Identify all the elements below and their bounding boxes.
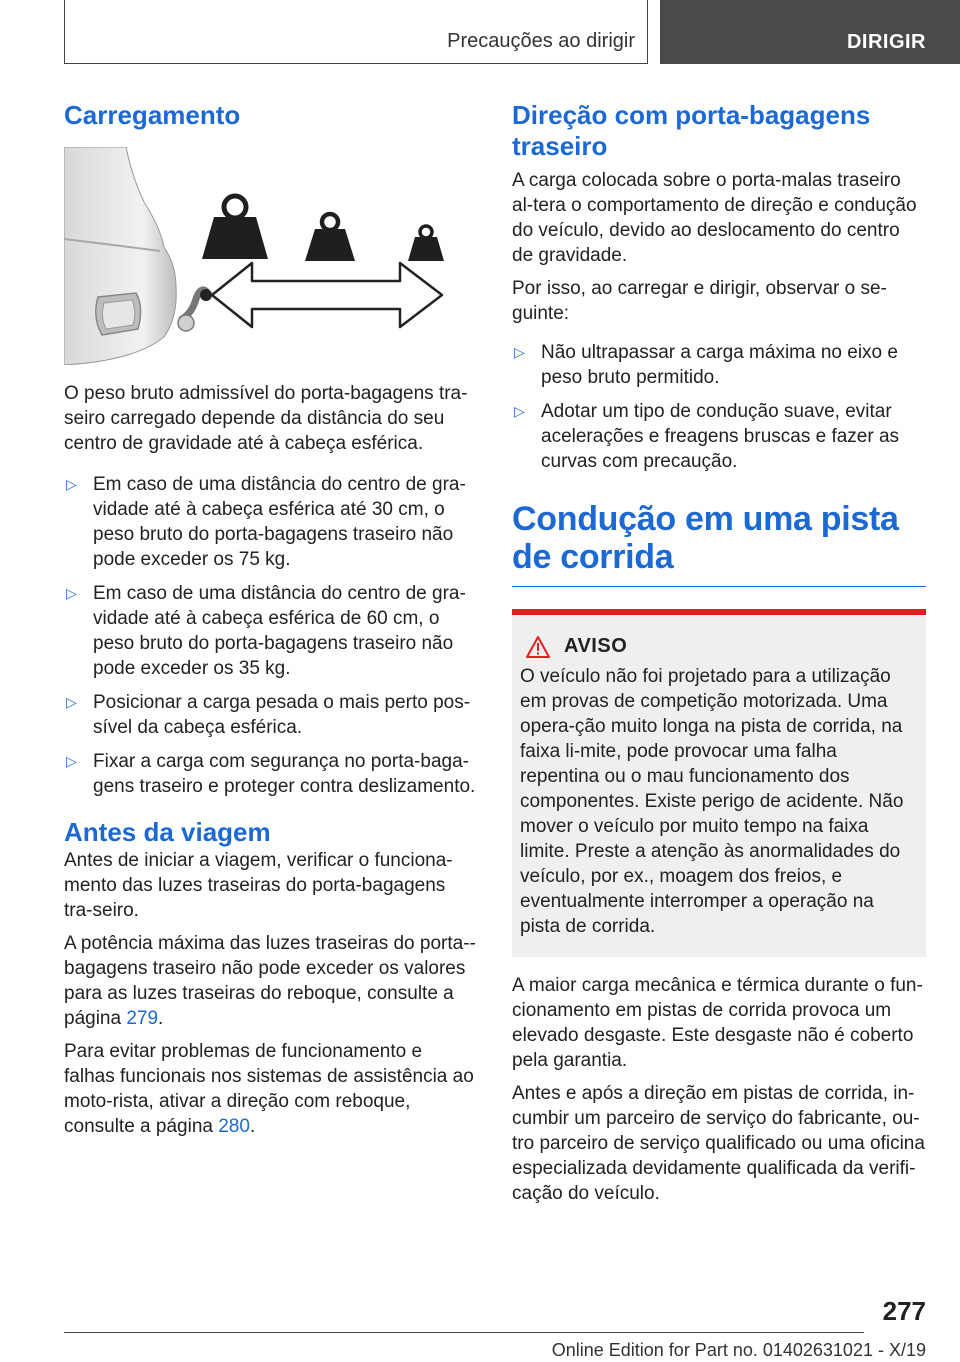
right-column — [512, 100, 926, 1214]
header-section-title: Precauções ao dirigir — [447, 30, 635, 52]
warning-triangle-icon — [526, 636, 550, 658]
list-item: ▷ Fixar a carga com segurança no porta-baga-gens traseiro e proteger contra deslizamento. — [66, 751, 476, 797]
footer-edition: Online Edition for Part no. 01402631021 - X/19 — [551, 1340, 926, 1360]
page-link-280[interactable]: 280 — [218, 1116, 250, 1137]
triangle-bullet-icon: ▷ — [514, 403, 525, 419]
list-item: ▷ Adotar um tipo de condução suave, evitar acelerações e freagens bruscas e fazer as curvas com precaução. — [514, 401, 900, 472]
heading-direcao-porta-bagagens: Direção com porta-bagagens traseiro — [512, 100, 871, 161]
triangle-bullet-icon: ▷ — [514, 344, 525, 360]
load-bullet-list — [64, 472, 478, 799]
trip-paragraph-1: Antes de iniciar a viagem, verificar o funciona-mento das luzes traseiras do porta-bagagens tra-seiro. — [64, 850, 453, 921]
header-section-box — [64, 0, 648, 64]
left-column — [64, 100, 478, 1147]
header-chapter-title: DIRIGIR — [846, 31, 926, 53]
towbar-load-diagram — [64, 147, 478, 365]
steer-paragraph-1: A carga colocada sobre o porta-malas traseiro al-tera o comportamento de direção e condução do veículo, devido ao deslocamento do centro de gravidade. — [512, 170, 917, 266]
heading-divider — [512, 586, 926, 587]
trip-paragraph-2: A potência máxima das luzes traseiras do porta--bagagens traseiro não pode exceder os valores para as luzes traseiras do reboque, consulte a página 279. — [64, 933, 476, 1029]
heading-pista-de-corrida: Condução em uma pista de corrida — [512, 500, 899, 576]
steer-bullet-list — [512, 340, 926, 474]
page-number: 277 — [882, 1296, 926, 1326]
track-paragraph-2: Antes e após a direção em pistas de corrida, in-cumbir um parceiro de serviço do fabricante, ou-tro parceiro de serviço qualificado ou uma oficina especializada devidamente qualificada da verifi-cação do veículo. — [512, 1083, 925, 1204]
footer-divider — [64, 1332, 864, 1333]
trip-paragraph-3: Para evitar problemas de funcionamento e falhas funcionais nos sistemas de assistência ao moto-rista, ativar a direção com reboque, consulte a página 280. — [64, 1041, 474, 1137]
triangle-bullet-icon: ▷ — [66, 753, 77, 769]
towbar-load-illustration — [64, 147, 478, 365]
heading-carregamento: Carregamento — [64, 100, 241, 130]
load-paragraph: O peso bruto admissível do porta-bagagens tra-seiro carregado depende da distância do seu centro de gravidade até à cabeça esférica. — [64, 383, 468, 454]
warning-header — [520, 635, 918, 658]
header-chapter-tab — [660, 0, 960, 64]
list-item: ▷ Posicionar a carga pesada o mais perto pos-sível da cabeça esférica. — [66, 692, 471, 738]
triangle-bullet-icon: ▷ — [66, 694, 77, 710]
list-item: ▷ Em caso de uma distância do centro de gra-vidade até à cabeça esférica até 30 cm, o peso bruto do porta-bagagens traseiro não pode exceder os 75 kg. — [66, 474, 466, 570]
page-link-279[interactable]: 279 — [126, 1008, 159, 1029]
track-paragraph-1: A maior carga mecânica e térmica durante o fun-cionamento em pistas de corrida provoca um elevado desgaste. Este desgaste não é coberto pela garantia. — [512, 975, 923, 1071]
warning-box — [512, 609, 926, 957]
triangle-bullet-icon: ▷ — [66, 476, 77, 492]
triangle-bullet-icon: ▷ — [66, 585, 77, 601]
list-item: ▷ Em caso de uma distância do centro de gra-vidade até à cabeça esférica de 60 cm, o peso bruto do porta-bagagens traseiro não pode exceder os 35 kg. — [66, 583, 466, 679]
list-item: ▷ Não ultrapassar a carga máxima no eixo e peso bruto permitido. — [514, 342, 898, 388]
steer-paragraph-2: Por isso, ao carregar e dirigir, observar o se-guinte: — [512, 278, 887, 324]
warning-text: O veículo não foi projetado para a utilização em provas de competição motorizada. Uma opera-ção muito longa na pista de corrida, na faixa li-mite, pode provocar uma falha repentina ou o mau funcionamento dos componentes. Existe perigo de acidente. Não mover o veículo por muito tempo na faixa limite. Preste a atenção às anormalidades do veículo, por ex., moagem dos freios, e eventualmente interromper a operação na pista de corrida. — [520, 666, 904, 937]
heading-antes-da-viagem: Antes da viagem — [64, 817, 271, 847]
warning-title: AVISO — [564, 635, 628, 657]
